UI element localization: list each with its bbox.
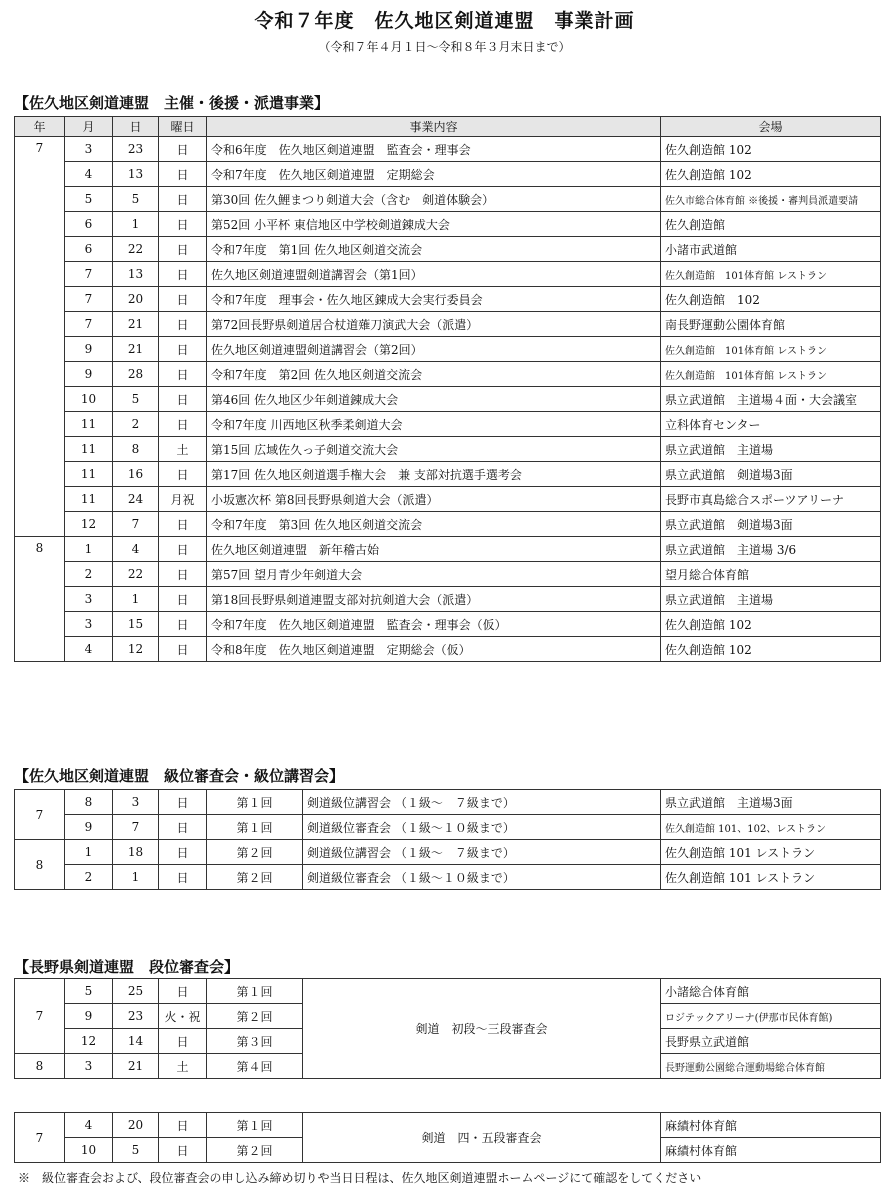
month-cell: 1 <box>65 537 113 562</box>
table-row <box>15 815 881 840</box>
weekday-cell: 日 <box>159 1029 207 1054</box>
table-row <box>15 840 881 865</box>
event-cell: 令和7年度 理事会・佐久地区錬成大会実行委員会 <box>207 287 661 312</box>
col-weekday: 曜日 <box>159 117 207 137</box>
month-cell: 9 <box>65 815 113 840</box>
day-cell: 5 <box>113 387 159 412</box>
weekday-cell: 日 <box>159 162 207 187</box>
weekday-cell: 日 <box>159 815 207 840</box>
event-cell: 令和6年度 佐久地区剣道連盟 監査会・理事会 <box>207 137 661 162</box>
weekday-cell: 日 <box>159 1113 207 1138</box>
round-cell: 第２回 <box>207 1004 303 1029</box>
day-cell: 3 <box>113 790 159 815</box>
month-cell: 3 <box>65 137 113 162</box>
round-cell: 第１回 <box>207 1113 303 1138</box>
table-row <box>15 637 881 662</box>
venue-cell: ロジテックアリーナ(伊那市民体育館) <box>661 1004 881 1029</box>
day-cell: 12 <box>113 637 159 662</box>
table-row <box>15 790 881 815</box>
day-cell: 23 <box>113 1004 159 1029</box>
col-event: 事業内容 <box>207 117 661 137</box>
day-cell: 15 <box>113 612 159 637</box>
weekday-cell: 土 <box>159 437 207 462</box>
footer-note: ※ 級位審査会および、段位審査会の申し込み締め切りや当日日程は、佐久地区剣道連盟ホームページにて確認をしてください <box>18 1171 702 1185</box>
weekday-cell: 日 <box>159 362 207 387</box>
day-cell: 24 <box>113 487 159 512</box>
events-table-header <box>15 117 881 137</box>
event-cell: 令和7年度 佐久地区剣道連盟 監査会・理事会（仮） <box>207 612 661 637</box>
day-cell: 23 <box>113 137 159 162</box>
venue-cell: 佐久創造館 101 レストラン <box>661 840 881 865</box>
weekday-cell: 日 <box>159 612 207 637</box>
venue-cell: 佐久創造館 102 <box>661 612 881 637</box>
section-title-events: 【佐久地区剣道連盟 主催・後援・派遣事業】 <box>14 94 330 112</box>
venue-cell: 佐久創造館 101、102、レストラン <box>661 815 881 840</box>
venue-cell: 県立武道館 剣道場3面 <box>661 462 881 487</box>
month-cell: 3 <box>65 612 113 637</box>
day-cell: 13 <box>113 262 159 287</box>
event-cell: 佐久地区剣道連盟 新年稽古始 <box>207 537 661 562</box>
venue-cell: 佐久創造館 101 レストラン <box>661 865 881 890</box>
section-title-kyu: 【佐久地区剣道連盟 級位審査会・級位講習会】 <box>14 767 345 785</box>
weekday-cell: 日 <box>159 462 207 487</box>
weekday-cell: 土 <box>159 1054 207 1079</box>
year-cell: 7 <box>15 137 65 537</box>
event-cell: 第52回 小平杯 東信地区中学校剣道錬成大会 <box>207 212 661 237</box>
event-cell: 第15回 広域佐久っ子剣道交流大会 <box>207 437 661 462</box>
event-cell: 第72回長野県剣道居合杖道薙刀演武大会（派遣） <box>207 312 661 337</box>
table-row <box>15 865 881 890</box>
event-cell: 令和8年度 佐久地区剣道連盟 定期総会（仮） <box>207 637 661 662</box>
weekday-cell: 日 <box>159 637 207 662</box>
col-day: 日 <box>113 117 159 137</box>
month-cell: 4 <box>65 1113 113 1138</box>
month-cell: 12 <box>65 1029 113 1054</box>
weekday-cell: 日 <box>159 262 207 287</box>
venue-cell: 小諸市武道館 <box>661 237 881 262</box>
dan-table-1 <box>14 978 881 1079</box>
kyu-table <box>14 789 881 890</box>
weekday-cell: 日 <box>159 790 207 815</box>
day-cell: 21 <box>113 1054 159 1079</box>
event-cell: 剣道級位講習会 （１級～ ７級まで） <box>303 790 661 815</box>
event-cell: 令和7年度 川西地区秋季柔剣道大会 <box>207 412 661 437</box>
weekday-cell: 日 <box>159 337 207 362</box>
month-cell: 11 <box>65 487 113 512</box>
table-row <box>15 487 881 512</box>
day-cell: 20 <box>113 287 159 312</box>
event-cell: 佐久地区剣道連盟剣道講習会（第1回） <box>207 262 661 287</box>
event-cell: 佐久地区剣道連盟剣道講習会（第2回） <box>207 337 661 362</box>
month-cell: 7 <box>65 262 113 287</box>
table-row <box>15 262 881 287</box>
venue-cell: 佐久創造館 <box>661 212 881 237</box>
table-row <box>15 412 881 437</box>
table-row <box>15 587 881 612</box>
venue-cell: 麻績村体育館 <box>661 1113 881 1138</box>
event-cell: 令和7年度 第1回 佐久地区剣道交流会 <box>207 237 661 262</box>
weekday-cell: 日 <box>159 237 207 262</box>
event-cell: 第46回 佐久地区少年剣道錬成大会 <box>207 387 661 412</box>
venue-cell: 県立武道館 主道場４面・大会議室 <box>661 387 881 412</box>
weekday-cell: 日 <box>159 187 207 212</box>
weekday-cell: 日 <box>159 287 207 312</box>
event-cell: 剣道級位審査会 （１級～１０級まで） <box>303 865 661 890</box>
table-row <box>15 212 881 237</box>
day-cell: 18 <box>113 840 159 865</box>
round-cell: 第１回 <box>207 979 303 1004</box>
day-cell: 2 <box>113 412 159 437</box>
month-cell: 6 <box>65 212 113 237</box>
table-row <box>15 237 881 262</box>
month-cell: 6 <box>65 237 113 262</box>
table-row <box>15 437 881 462</box>
day-cell: 21 <box>113 312 159 337</box>
year-cell: 7 <box>15 979 65 1054</box>
day-cell: 1 <box>113 865 159 890</box>
col-venue: 会場 <box>661 117 881 137</box>
venue-cell: 南長野運動公園体育館 <box>661 312 881 337</box>
day-cell: 5 <box>113 187 159 212</box>
month-cell: 11 <box>65 412 113 437</box>
day-cell: 7 <box>113 512 159 537</box>
day-cell: 5 <box>113 1138 159 1163</box>
event-cell: 第57回 望月青少年剣道大会 <box>207 562 661 587</box>
round-cell: 第１回 <box>207 815 303 840</box>
round-cell: 第４回 <box>207 1054 303 1079</box>
day-cell: 22 <box>113 562 159 587</box>
month-cell: 12 <box>65 512 113 537</box>
table-row <box>15 1113 881 1138</box>
col-year: 年 <box>15 117 65 137</box>
month-cell: 9 <box>65 362 113 387</box>
venue-cell: 県立武道館 剣道場3面 <box>661 512 881 537</box>
table-row <box>15 362 881 387</box>
month-cell: 5 <box>65 979 113 1004</box>
weekday-cell: 日 <box>159 312 207 337</box>
table-row <box>15 979 881 1004</box>
month-cell: 3 <box>65 1054 113 1079</box>
venue-cell: 麻績村体育館 <box>661 1138 881 1163</box>
event-cell: 第18回長野県剣道連盟支部対抗剣道大会（派遣） <box>207 587 661 612</box>
weekday-cell: 日 <box>159 537 207 562</box>
weekday-cell: 日 <box>159 412 207 437</box>
day-cell: 28 <box>113 362 159 387</box>
table-row <box>15 337 881 362</box>
venue-cell: 小諸総合体育館 <box>661 979 881 1004</box>
round-cell: 第２回 <box>207 865 303 890</box>
year-cell: 7 <box>15 790 65 840</box>
event-cell: 令和7年度 第2回 佐久地区剣道交流会 <box>207 362 661 387</box>
venue-cell: 立科体育センター <box>661 412 881 437</box>
day-cell: 13 <box>113 162 159 187</box>
year-cell: 8 <box>15 537 65 662</box>
table-row <box>15 562 881 587</box>
month-cell: 10 <box>65 1138 113 1163</box>
venue-cell: 県立武道館 主道場 <box>661 437 881 462</box>
round-cell: 第２回 <box>207 1138 303 1163</box>
venue-cell: 佐久市総合体育館 ※後援・審判員派遣要請 <box>661 187 881 212</box>
day-cell: 8 <box>113 437 159 462</box>
year-cell: 8 <box>15 1054 65 1079</box>
venue-cell: 佐久創造館 102 <box>661 637 881 662</box>
day-cell: 16 <box>113 462 159 487</box>
venue-cell: 県立武道館 主道場 3/6 <box>661 537 881 562</box>
weekday-cell: 日 <box>159 512 207 537</box>
event-cell: 令和7年度 第3回 佐久地区剣道交流会 <box>207 512 661 537</box>
month-cell: 4 <box>65 637 113 662</box>
table-row <box>15 187 881 212</box>
event-cell: 小坂憲次杯 第8回長野県剣道大会（派遣） <box>207 487 661 512</box>
day-cell: 25 <box>113 979 159 1004</box>
weekday-cell: 日 <box>159 865 207 890</box>
weekday-cell: 月祝 <box>159 487 207 512</box>
day-cell: 1 <box>113 587 159 612</box>
month-cell: 7 <box>65 312 113 337</box>
weekday-cell: 日 <box>159 587 207 612</box>
weekday-cell: 日 <box>159 562 207 587</box>
round-cell: 第３回 <box>207 1029 303 1054</box>
weekday-cell: 日 <box>159 212 207 237</box>
day-cell: 20 <box>113 1113 159 1138</box>
table-row <box>15 162 881 187</box>
month-cell: 9 <box>65 1004 113 1029</box>
table-row <box>15 387 881 412</box>
event-cell: 剣道級位講習会 （１級～ ７級まで） <box>303 840 661 865</box>
day-cell: 1 <box>113 212 159 237</box>
month-cell: 10 <box>65 387 113 412</box>
month-cell: 5 <box>65 187 113 212</box>
weekday-cell: 日 <box>159 387 207 412</box>
table-row <box>15 512 881 537</box>
day-cell: 21 <box>113 337 159 362</box>
weekday-cell: 日 <box>159 1138 207 1163</box>
venue-cell: 県立武道館 主道場3面 <box>661 790 881 815</box>
day-cell: 7 <box>113 815 159 840</box>
page-subtitle: （令和７年４月１日～令和８年３月末日まで） <box>318 40 571 54</box>
dan-table-2 <box>14 1112 881 1163</box>
venue-cell: 長野県立武道館 <box>661 1029 881 1054</box>
day-cell: 22 <box>113 237 159 262</box>
month-cell: 8 <box>65 790 113 815</box>
venue-cell: 佐久創造館 102 <box>661 137 881 162</box>
round-cell: 第１回 <box>207 790 303 815</box>
weekday-cell: 日 <box>159 137 207 162</box>
event-cell: 剣道 四・五段審査会 <box>303 1113 661 1163</box>
table-row <box>15 537 881 562</box>
month-cell: 2 <box>65 562 113 587</box>
event-cell: 剣道 初段～三段審査会 <box>303 979 661 1079</box>
month-cell: 11 <box>65 462 113 487</box>
table-row <box>15 287 881 312</box>
page-title: 令和７年度 佐久地区剣道連盟 事業計画 <box>254 10 635 32</box>
day-cell: 14 <box>113 1029 159 1054</box>
weekday-cell: 火・祝 <box>159 1004 207 1029</box>
venue-cell: 佐久創造館 101体育館 レストラン <box>661 337 881 362</box>
table-row <box>15 462 881 487</box>
venue-cell: 佐久創造館 101体育館 レストラン <box>661 362 881 387</box>
event-cell: 剣道級位審査会 （１級～１０級まで） <box>303 815 661 840</box>
venue-cell: 望月総合体育館 <box>661 562 881 587</box>
venue-cell: 長野運動公園総合運動場総合体育館 <box>661 1054 881 1079</box>
event-cell: 令和7年度 佐久地区剣道連盟 定期総会 <box>207 162 661 187</box>
year-cell: 8 <box>15 840 65 890</box>
venue-cell: 佐久創造館 102 <box>661 287 881 312</box>
table-row <box>15 612 881 637</box>
month-cell: 4 <box>65 162 113 187</box>
weekday-cell: 日 <box>159 840 207 865</box>
col-month: 月 <box>65 117 113 137</box>
event-cell: 第17回 佐久地区剣道選手権大会 兼 支部対抗選手選考会 <box>207 462 661 487</box>
month-cell: 11 <box>65 437 113 462</box>
month-cell: 2 <box>65 865 113 890</box>
round-cell: 第２回 <box>207 840 303 865</box>
month-cell: 9 <box>65 337 113 362</box>
section-title-dan: 【長野県剣道連盟 段位審査会】 <box>14 958 240 976</box>
month-cell: 7 <box>65 287 113 312</box>
venue-cell: 県立武道館 主道場 <box>661 587 881 612</box>
venue-cell: 長野市真島総合スポーツアリーナ <box>661 487 881 512</box>
month-cell: 1 <box>65 840 113 865</box>
year-cell: 7 <box>15 1113 65 1163</box>
month-cell: 3 <box>65 587 113 612</box>
weekday-cell: 日 <box>159 979 207 1004</box>
day-cell: 4 <box>113 537 159 562</box>
event-cell: 第30回 佐久鯉まつり剣道大会（含む 剣道体験会） <box>207 187 661 212</box>
venue-cell: 佐久創造館 101体育館 レストラン <box>661 262 881 287</box>
table-row <box>15 312 881 337</box>
events-table <box>14 116 881 662</box>
table-row <box>15 137 881 162</box>
venue-cell: 佐久創造館 102 <box>661 162 881 187</box>
